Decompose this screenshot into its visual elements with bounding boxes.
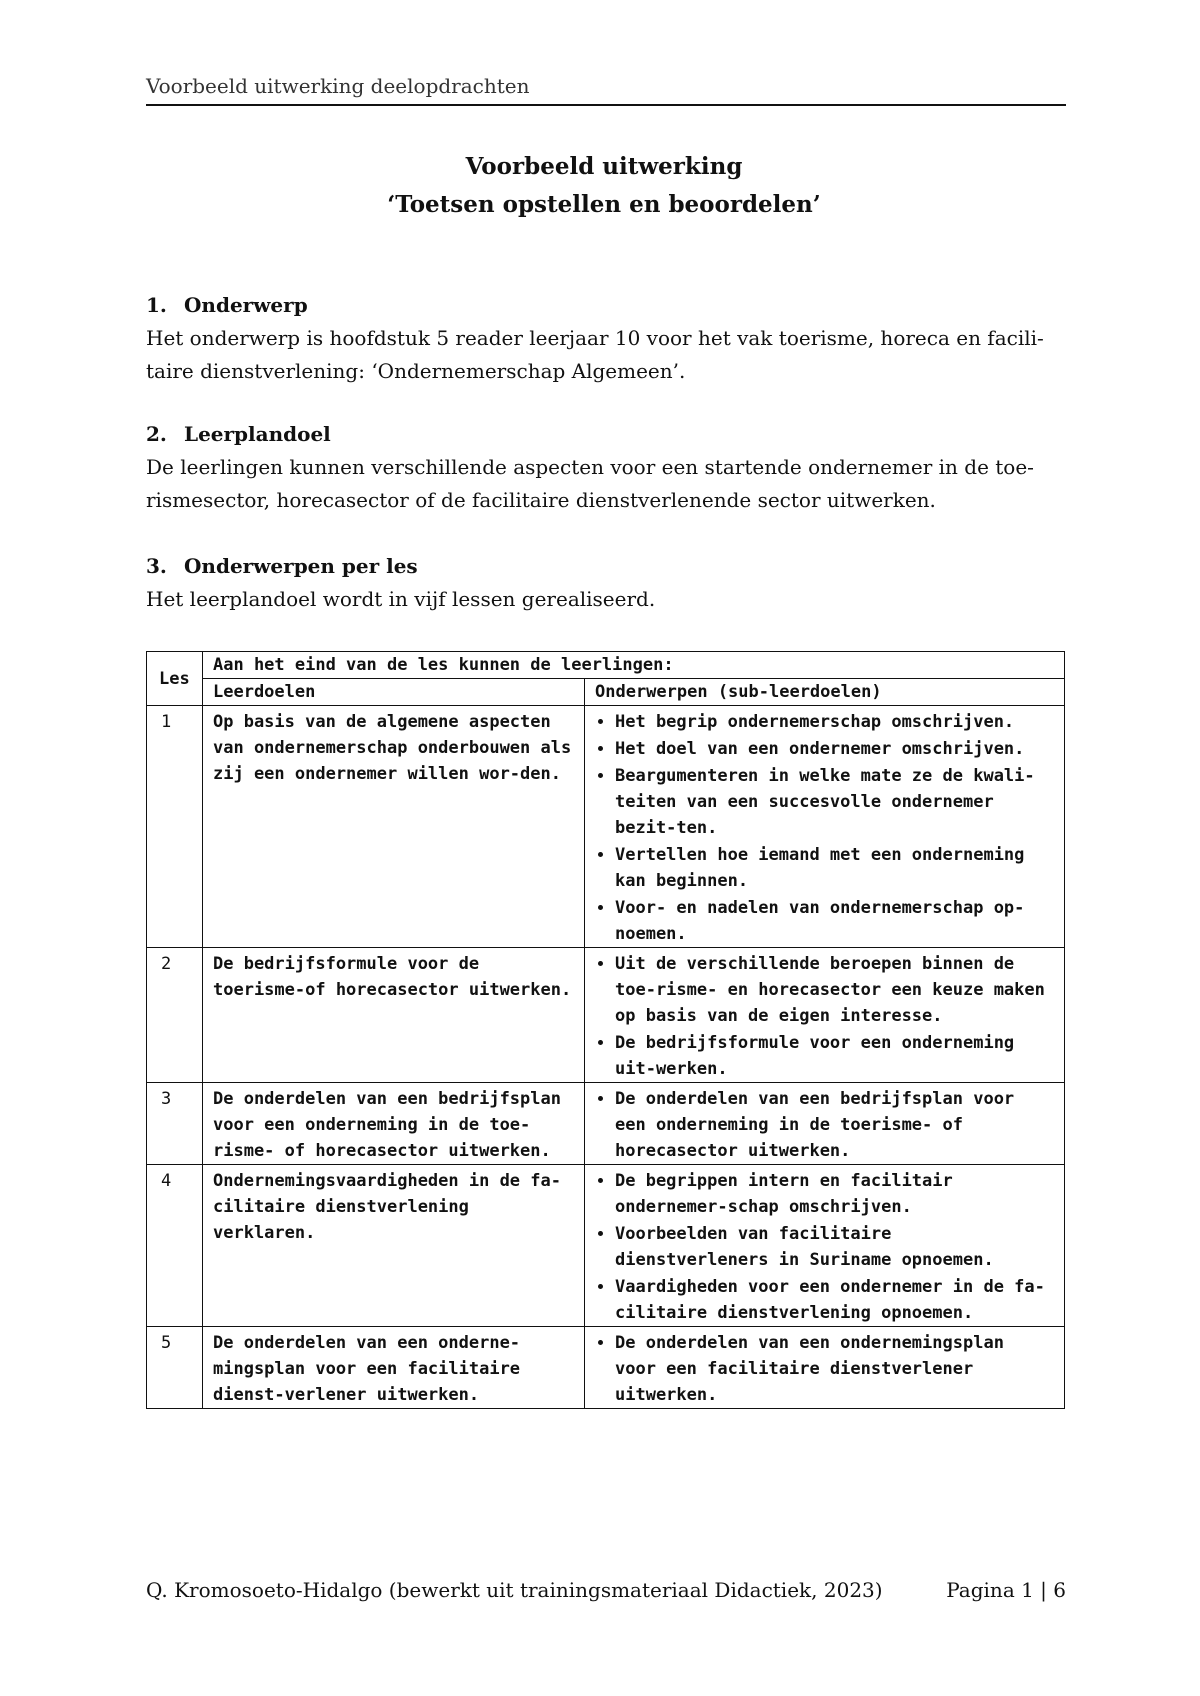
lesson-topics [585,706,1065,948]
lesson-number: 3 [147,1083,203,1165]
lesson-goal: Op basis van de algemene aspecten van ondernemerschap onderbouwen als zij een ondernemer willen wor-den. [203,706,585,948]
table-row [147,1165,1065,1327]
table-row [147,1083,1065,1165]
footer-author: Q. Kromosoeto-Hidalgo (bewerkt uit trainingsmateriaal Didactiek, 2023) [146,1578,883,1602]
lesson-topics [585,1327,1065,1409]
lessons-table [146,651,1065,1409]
column-header-les: Les [147,652,203,706]
topic-item: • De begrippen intern en facilitair ondernemer-schap omschrijven. [615,1167,1054,1220]
section-body-continued: rismesector, horecasector of de facilitaire dienstverlenende sector uitwerken. [146,488,936,512]
section-onderwerp [146,289,1066,388]
topic-item: • Voorbeelden van facilitaire dienstverleners in Suriname opnoemen. [615,1220,1054,1273]
table-row [147,1327,1065,1409]
table-header-row [147,652,1065,679]
lesson-goal: De onderdelen van een bedrijfsplan voor een onderneming in de toe-risme- of horecasector uitwerken. [203,1083,585,1165]
running-header: Voorbeeld uitwerking deelopdrachten [146,74,1066,106]
lesson-goal: De bedrijfsformule voor de toerisme-of horecasector uitwerken. [203,948,585,1083]
topic-list [595,708,1054,947]
lesson-number: 2 [147,948,203,1083]
section-heading: 3. Onderwerpen per les [146,554,418,578]
document-title [146,148,1062,224]
table-subheader-row [147,679,1065,706]
topic-item: • Vaardigheden voor een ondernemer in de fa-cilitaire dienstverlening opnoemen. [615,1273,1054,1326]
section-heading: 1. Onderwerp [146,293,308,317]
lesson-goal: De onderdelen van een onderne-mingsplan voor een facilitaire dienst-verlener uitwerken. [203,1327,585,1409]
column-header-leerdoelen: Leerdoelen [203,679,585,706]
title-line-2: ‘Toetsen opstellen en beoordelen’ [387,191,821,218]
topic-item: • Voor- en nadelen van ondernemerschap op-noemen. [615,894,1054,947]
topic-list [595,950,1054,1082]
table-row [147,706,1065,948]
topic-item: • Het doel van een ondernemer omschrijven. [615,735,1054,762]
topic-list [595,1085,1054,1164]
topic-item: • De bedrijfsformule voor een onderneming uit-werken. [615,1029,1054,1082]
section-body-continued: taire dienstverlening: ‘Ondernemerschap Algemeen’. [146,359,686,383]
column-header-onderwerpen: Onderwerpen (sub-leerdoelen) [585,679,1065,706]
lesson-topics [585,948,1065,1083]
topic-item: • Beargumenteren in welke mate ze de kwali-teiten van een succesvolle ondernemer bezit-ten. [615,762,1054,841]
topic-item: • De onderdelen van een bedrijfsplan voor een onderneming in de toerisme- of horecasector uitwerken. [615,1085,1054,1164]
lesson-number: 5 [147,1327,203,1409]
topic-item: • Het begrip ondernemerschap omschrijven. [615,708,1054,735]
title-line-1: Voorbeeld uitwerking [465,153,743,180]
section-body: De leerlingen kunnen verschillende aspecten voor een startende ondernemer in de toe- [146,455,1034,479]
section-body: Het leerplandoel wordt in vijf lessen gerealiseerd. [146,587,656,611]
topic-list [595,1329,1054,1408]
topic-item: • Uit de verschillende beroepen binnen de toe-risme- en horecasector een keuze maken op basis van de eigen interesse. [615,950,1054,1029]
lesson-goal: Ondernemingsvaardigheden in de fa-cilitaire dienstverlening verklaren. [203,1165,585,1327]
table-row [147,948,1065,1083]
footer-page-number: Pagina 1 | 6 [946,1578,1066,1602]
lesson-topics [585,1165,1065,1327]
topic-item: • Vertellen hoe iemand met een onderneming kan beginnen. [615,841,1054,894]
topic-list [595,1167,1054,1326]
section-leerplandoel [146,418,1066,517]
section-onderwerpen-per-les [146,550,1066,616]
lesson-number: 1 [147,706,203,948]
lesson-number: 4 [147,1165,203,1327]
span-header: Aan het eind van de les kunnen de leerlingen: [203,652,1065,679]
section-body: Het onderwerp is hoofdstuk 5 reader leerjaar 10 voor het vak toerisme, horeca en facili- [146,326,1044,350]
lesson-topics [585,1083,1065,1165]
section-heading: 2. Leerplandoel [146,422,331,446]
topic-item: • De onderdelen van een ondernemingsplan voor een facilitaire dienstverlener uitwerken. [615,1329,1054,1408]
